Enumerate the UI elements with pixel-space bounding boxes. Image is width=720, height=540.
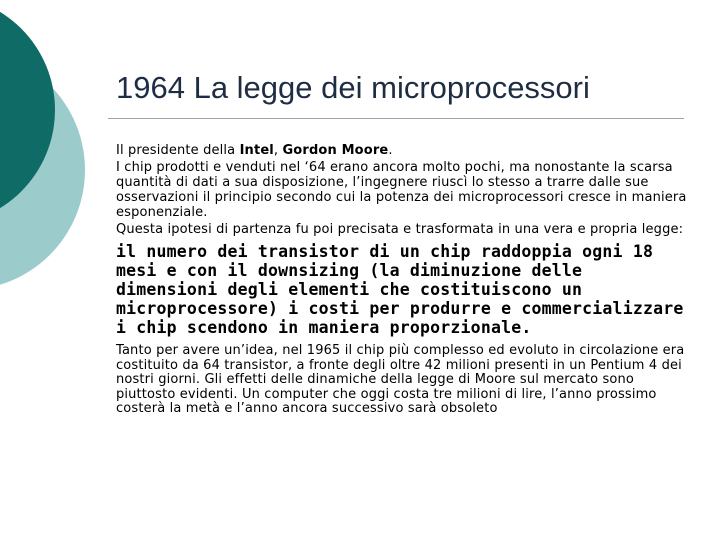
moore-law-statement: il numero dei transistor di un chip raddoppia ogni 18 mesi e con il downsizing (la diminuzione delle dimensioni degli elementi che costituiscono un microprocessore) i costi per produrre e commercializzare i chip scendono in maniera proporzionale. (116, 242, 684, 337)
intro-text-pre: Il presidente della (116, 143, 240, 158)
company-name: Intel (239, 143, 274, 158)
intro-text-post: . (388, 143, 393, 158)
decorative-circles-graphic (0, 0, 120, 540)
intro-separator: , (273, 143, 283, 158)
slide-body (116, 143, 691, 417)
history-paragraph: I chip prodotti e venduti nel ‘64 erano ancora molto pochi, ma nonostante la scarsa quantità di dati a sua disposizione, l’ingegnere riuscì lo stesso a trarre dalle sue osservazioni il principio secondo cui la potenza dei microprocessori cresce in maniera esponenziale. (116, 160, 687, 220)
intro-paragraph (116, 143, 691, 158)
person-name: Gordon Moore (282, 143, 389, 158)
page-title: 1964 La legge dei microprocessori (116, 70, 590, 105)
hypothesis-paragraph: Questa ipotesi di partenza fu poi precisata e trasformata in una vera e propria legge: (116, 222, 684, 237)
decorative-circles (0, 0, 120, 540)
example-paragraph: Tanto per avere un’idea, nel 1965 il chip più complesso ed evoluto in circolazione era costituito da 64 transistor, a fronte degli oltre 42 milioni presenti in un Pentium 4 dei nostri giorni. Gli effetti delle dinamiche della legge di Moore sul mercato sono piuttosto evidenti. Un computer che oggi costa tre milioni di lire, l’anno prossimo costerà la metà e l’anno ancora successivo sarà obsoleto (116, 343, 685, 416)
title-divider (108, 118, 684, 119)
